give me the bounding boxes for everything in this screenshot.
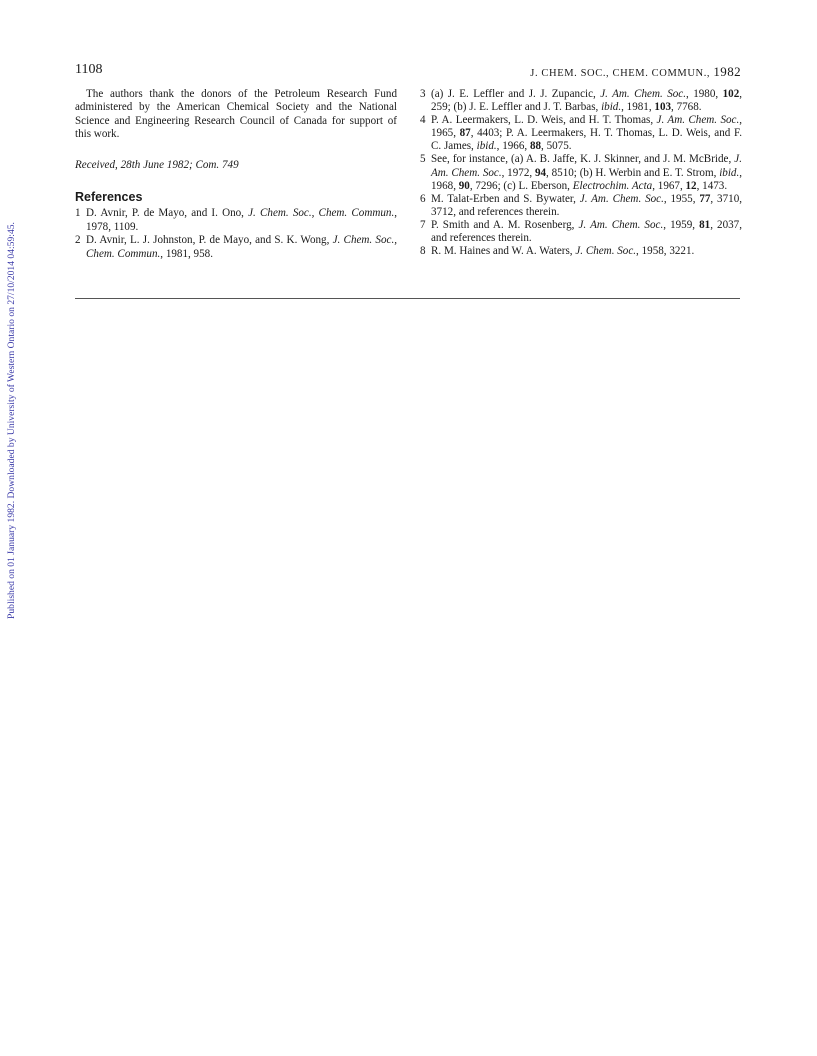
reference-text: , 8510; (b) H. Werbin and E. T. Strom, [546, 166, 720, 179]
reference-journal: J. Am. Chem. Soc. [578, 218, 664, 231]
reference-text: R. M. Haines and W. A. Waters, [431, 245, 576, 258]
reference-text: M. Talat-Erben and S. Bywater, [431, 192, 580, 205]
reference-text: , 1981, 958. [160, 247, 213, 260]
reference-journal: Electrochim. Acta [572, 179, 653, 192]
reference-text: , 1980, [686, 88, 723, 100]
reference-text: See, for instance, (a) A. B. Jaffe, K. J. Skinner, and J. M. McBride, [431, 153, 735, 166]
reference-volume: 12 [685, 179, 697, 192]
reference-text: , 1981, [621, 101, 655, 114]
reference-text: P. A. Leermakers, L. D. Weis, and H. T. Thomas, [431, 114, 657, 127]
reference-text: P. Smith and A. M. Rosenberg, [431, 218, 579, 231]
reference-journal: ibid. [719, 166, 740, 179]
reference-item [420, 153, 742, 192]
reference-text: , 259; (b) J. E. Leffler and J. T. Barbas, [431, 88, 743, 114]
reference-item [420, 219, 742, 245]
reference-text: , 1966, [496, 140, 530, 153]
download-watermark-text: Published on 01 January 1982. Downloaded by University of Western Ontario on 27/10/2014 04:59:45. [5, 221, 17, 619]
reference-number: 1 [75, 207, 81, 220]
references-heading: References [75, 190, 143, 205]
page-rule [75, 298, 740, 299]
received-line [75, 159, 397, 172]
acknowledgement-text: The authors thank the donors of the Petroleum Research Fund administered by the American Chemical Society and the National Science and Engineering Research Council of Canada for support of this work. [75, 88, 397, 141]
reference-journal: ibid. [476, 140, 497, 153]
page-number: 1108 [75, 62, 103, 77]
reference-number: 5 [420, 153, 426, 166]
reference-text: , 1978, 1109. [86, 207, 397, 233]
references-list-right [420, 88, 742, 258]
reference-text: , 3710, 3712, and references therein. [431, 192, 743, 218]
reference-journal: J. Chem. Soc., Chem. Commun. [86, 234, 397, 260]
journal-year: 1982 [713, 64, 741, 79]
reference-volume: 102 [722, 88, 740, 100]
download-watermark [2, 180, 20, 660]
reference-journal: J. Am. Chem. Soc. [656, 114, 740, 127]
reference-item [420, 114, 742, 153]
reference-text: , 1958, 3221. [636, 245, 695, 258]
right-column [420, 88, 742, 258]
reference-text: , 1965, [431, 114, 743, 140]
reference-journal: J. Am. Chem. Soc. [600, 88, 686, 100]
reference-volume: 77 [699, 192, 711, 205]
reference-number: 4 [420, 114, 426, 127]
reference-volume: 90 [458, 179, 470, 192]
reference-text: , 1959, [663, 218, 700, 231]
reference-journal: J. Am. Chem. Soc. [431, 153, 742, 179]
reference-number: 8 [420, 245, 426, 258]
reference-text: , 4403; P. A. Leermakers, H. T. Thomas, L. D. Weis, and F. C. James, [431, 127, 742, 153]
reference-item [420, 193, 742, 219]
acknowledgement [75, 88, 397, 142]
reference-text: , 1967, [652, 179, 686, 192]
reference-volume: 88 [529, 140, 542, 153]
reference-volume: 87 [459, 127, 471, 140]
reference-text: , 7296; (c) L. Eberson, [469, 179, 573, 192]
reference-journal: J. Chem. Soc., Chem. Commun. [248, 207, 395, 220]
reference-volume: 94 [534, 166, 547, 179]
reference-text: , 2037, and references therein. [431, 218, 742, 245]
reference-volume: 103 [654, 101, 672, 114]
reference-text: , 5075. [541, 140, 572, 153]
received-label: Received, [75, 158, 118, 171]
reference-text: , 1968, [431, 166, 743, 192]
reference-item [75, 207, 397, 234]
reference-text: (a) J. E. Leffler and J. J. Zupancic, [431, 88, 601, 100]
reference-volume: 81 [699, 218, 711, 231]
reference-journal: J. Chem. Soc. [575, 245, 637, 258]
reference-text: , 1473. [696, 179, 728, 192]
references-list-left [75, 207, 397, 261]
reference-number: 6 [420, 192, 426, 205]
journal-name: J. CHEM. SOC., CHEM. COMMUN., [530, 68, 711, 79]
reference-journal: J. Am. Chem. Soc. [579, 192, 664, 205]
reference-item [420, 245, 742, 258]
reference-text: , 1955, [663, 192, 700, 205]
reference-number: 3 [420, 88, 426, 100]
reference-item [420, 88, 742, 114]
reference-text: D. Avnir, L. J. Johnston, P. de Mayo, and S. K. Wong, [86, 234, 333, 247]
reference-number: 2 [75, 234, 81, 247]
reference-journal: ibid. [601, 101, 622, 114]
reference-text: , 7768. [671, 101, 702, 114]
reference-text: , 1972, [501, 166, 535, 179]
left-column [75, 88, 397, 261]
communication-number: Com. 749 [195, 158, 239, 171]
running-head [530, 64, 741, 80]
reference-text: D. Avnir, P. de Mayo, and I. Ono, [86, 207, 249, 220]
received-date: 28th June 1982; [120, 158, 193, 171]
reference-number: 7 [420, 218, 426, 231]
reference-item [75, 234, 397, 261]
